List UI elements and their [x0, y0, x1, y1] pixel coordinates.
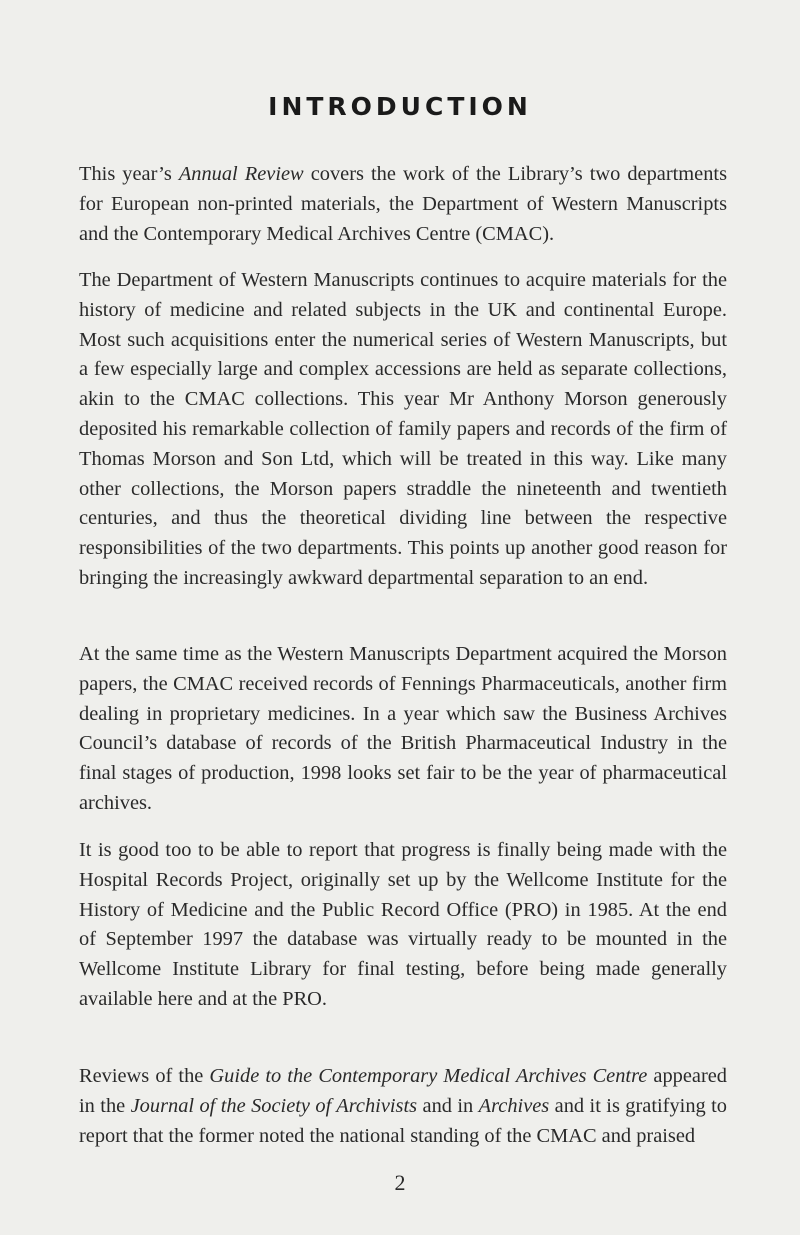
paragraph-1	[79, 160, 727, 249]
archives-title: Archives	[478, 1094, 550, 1117]
paragraph-5-text-d: and it is gratifying to report that the former noted the national standing of the CMAC and praised	[79, 1094, 727, 1147]
paragraph-1-text-b: covers the work of the Library’s two departments for European non-printed materials, the Department of Western Manuscripts and the Contemporary Medical Archives Centre (CMAC).	[79, 163, 728, 245]
guide-title: Guide to the Contemporary Medical Archives Centre	[209, 1065, 648, 1087]
paragraph-3	[79, 640, 727, 819]
annual-review-title: Annual Review	[178, 163, 304, 185]
paragraph-4	[79, 836, 727, 1015]
journal-title: Journal of the Society of Archivists	[130, 1094, 418, 1117]
page-title: INTRODUCTION	[268, 92, 532, 121]
paragraph-3-text: At the same time as the Western Manuscripts Department acquired the Morson papers, the CMAC received records of Fennings Pharmaceuticals, another firm dealing in proprietary medicines. In a year which saw the Business Archives Council’s database of records of the British Pharmaceutical Industry in the final stages of production, 1998 looks set fair to be the year of pharmaceutical archives.	[79, 643, 727, 814]
paragraph-5-text-c: and in	[417, 1094, 479, 1117]
paragraph-5-text-a: Reviews of the	[79, 1065, 210, 1087]
paragraph-5	[79, 1062, 727, 1151]
paragraph-2-text: The Department of Western Manuscripts continues to acquire materials for the history of medicine and related subjects in the UK and continental Europe. Most such acquisitions enter the numerical series of Western Manuscripts, but a few especially large and complex accessions are held as separate collections, akin to the CMAC collections. This year Mr Anthony Morson generously deposited his remarkable collection of family papers and records of the firm of Thomas Morson and Son Ltd, which will be treated in this way. Like many other collections, the Morson papers straddle the nineteenth and twentieth centuries, and thus the theoretical dividing line between the respective responsibilities of the two departments. This points up another good reason for bringing the increasingly awkward departmental separation to an end.	[79, 269, 727, 589]
paragraph-5-text-b: appeared in the	[79, 1065, 727, 1117]
paragraph-1-text-a: This year’s	[79, 163, 179, 185]
paragraph-2	[79, 266, 727, 594]
paragraph-4-text: It is good too to be able to report that progress is finally being made with the Hospital Records Project, originally set up by the Wellcome Institute for the History of Medicine and the Public Record Office (PRO) in 1985. At the end of September 1997 the database was virtually ready to be mounted in the Wellcome Institute Library for final testing, before being made generally available here and at the PRO.	[79, 839, 727, 1010]
page-number: 2	[394, 1170, 406, 1195]
